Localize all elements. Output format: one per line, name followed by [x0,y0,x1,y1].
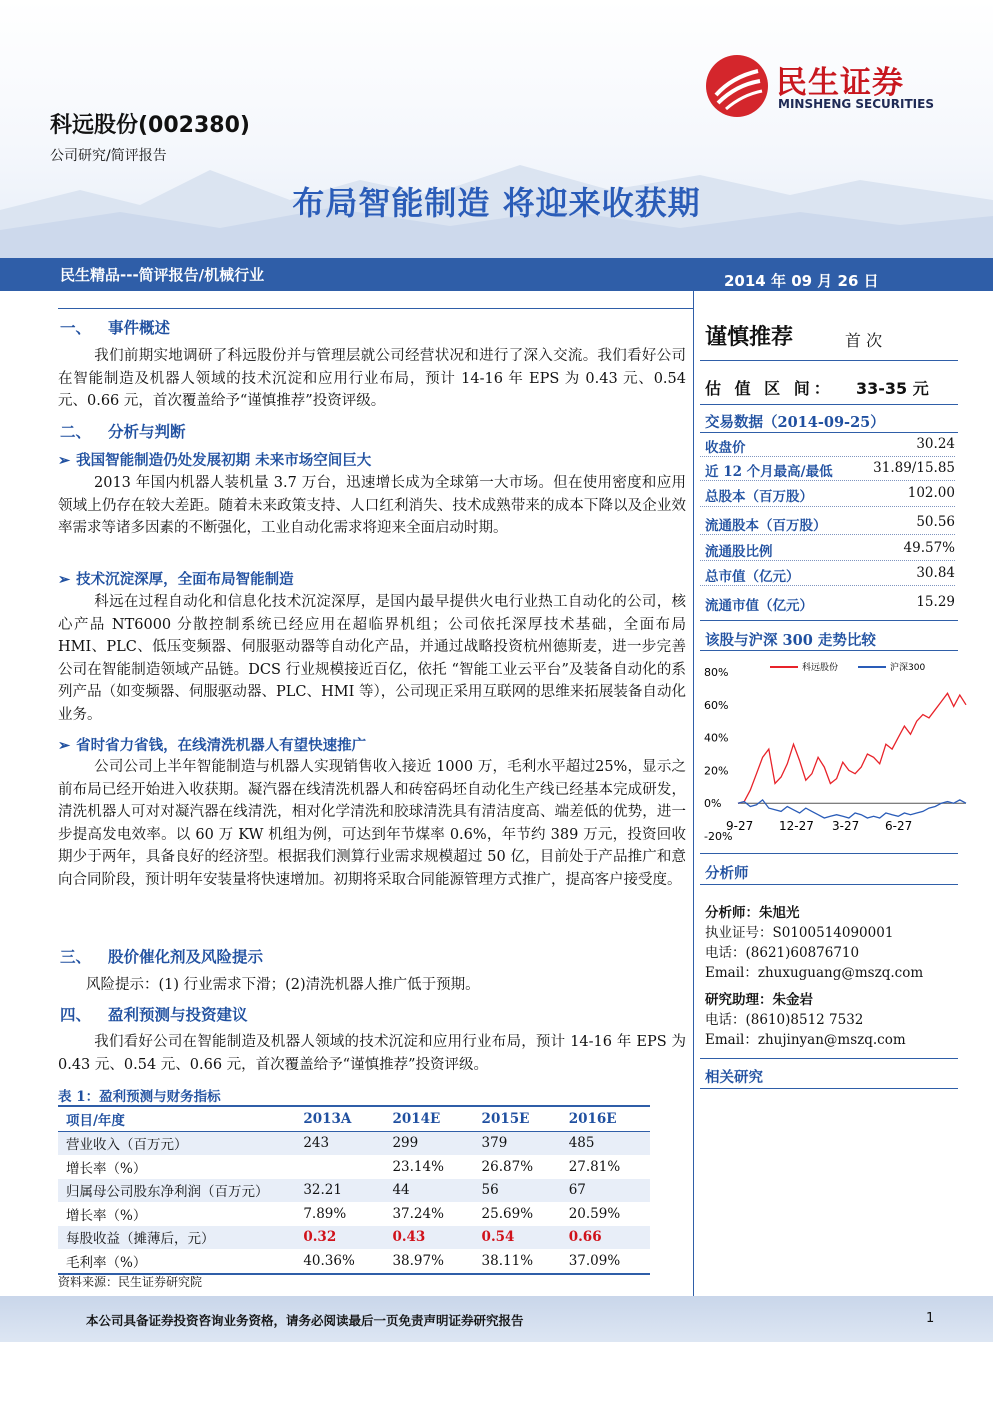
chart-heading: 该股与沪深 300 走势比较 [705,632,876,649]
table-header-cell: 2014E [392,1106,481,1131]
dotted-divider [700,480,955,481]
right-rule [700,650,958,651]
analyst-email[interactable]: Email：zhuxuguang@mszq.com [705,965,924,981]
right-rule [700,853,958,854]
subheading-2: ➢ 技术沉淀深厚，全面布局智能制造 [58,571,294,588]
dotted-divider [700,585,955,586]
assistant-email[interactable]: Email：zhujinyan@mszq.com [705,1032,906,1048]
table-row [58,1179,650,1203]
table-row [58,1226,650,1250]
assistant-phone: 电话：(8610)8512 7532 [705,1012,864,1028]
table-cell: 毛利率（%） [58,1249,303,1274]
arrow-bullet-icon: ➢ [58,452,71,469]
table-cell: 归属母公司股东净利润（百万元） [58,1179,303,1203]
table-caption: 表 1：盈利预测与财务指标 [58,1089,221,1105]
subheading-1: ➢ 我国智能制造仍处发展初期 未来市场空间巨大 [58,452,372,469]
right-rule [700,360,958,361]
series-line-1 [738,800,966,818]
table-cell: 485 [569,1131,650,1155]
section-1-paragraph: 我们前期实地调研了科远股份并与管理层就公司经营状况和进行了深入交流。我们看好公司在智能制造及机器人领域的技术沉淀和应用行业布局，预计 14-16 年 EPS 为 0.43 元、0.54 元、0.66 元，首次覆盖给予“谨慎推荐”投资评级。 [58,348,686,409]
y-tick-label: 60% [704,698,729,712]
right-rule [700,1058,958,1059]
table-header-cell: 项目/年度 [58,1106,303,1131]
company-name: 科远股份(002380) [50,113,250,138]
page-number: 1 [926,1311,935,1326]
footer-disclaimer: 本公司具备证券投资咨询业务资格，请务必阅读最后一页免责声明证券研究报告 [86,1313,524,1328]
table-cell: 0.66 [569,1226,650,1250]
right-rule [700,1088,958,1089]
section-heading-3: 三、 股价催化剂及风险提示 [60,947,264,966]
table-cell [303,1155,392,1179]
arrow-bullet-icon: ➢ [58,737,71,754]
table-cell: 44 [392,1179,481,1203]
table-cell: 243 [303,1131,392,1155]
table-row [58,1155,650,1179]
forecast-table [58,1105,650,1275]
table-cell: 26.87% [481,1158,534,1175]
table-row [58,1249,650,1274]
x-tick-label: 6-27 [885,819,913,834]
trade-data-heading: 交易数据（2014-09-25） [705,414,885,431]
dotted-divider [700,534,955,535]
table-cell: 27.81% [568,1158,621,1175]
table-row [58,1202,650,1226]
report-type: 公司研究/简评报告 [50,148,167,164]
column-divider [693,291,694,1302]
y-tick-label: 40% [704,731,729,745]
assistant-info [705,990,906,1050]
trade-row: 收盘价 30.24 [705,436,955,456]
analyst-name: 分析师：朱旭光 [705,905,800,921]
report-headline: 布局智能制造 将迎来收获期 [292,184,701,222]
table-cell: 32.21 [303,1179,392,1203]
right-rule [700,432,958,433]
trade-row: 流通股比例 49.57% [705,540,955,560]
table-cell: 7.89% [303,1205,347,1222]
section-4-paragraph: 我们看好公司在智能制造及机器人领域的技术沉淀和应用行业布局，预计 14-16 年 EPS 为 0.43 元、0.54 元、0.66 元，首次覆盖给予“谨慎推荐”投资评级。 [58,1034,686,1073]
table-cell: 23.14% [392,1158,444,1175]
subsection-3-paragraph: 公司公司上半年智能制造与机器人实现销售收入接近 1000 万，毛利水平超过25%，显示之前布局已经开始进入收获期。凝汽器在线清洗机器人和砖窑码坯自动化生产线已经基本完成研发，清洗机器人可对对凝汽器在线清洗，相对化学清洗和胶球清洗具有清洁度高、端差低的优势，进一步提高发电效率。以 60 万 KW 机组为例，可达到年节煤率 0.6%，年节约 389 万元，投资回收期少于两年，具备良好的经济型。根据我们测算行业需求规模超过 50 亿，目前处于产品推广和意向合同阶段，预计明年安装量将快速增加。初期将采取合同能源管理方式推广，提高客户接受度。 [58,759,686,888]
table-cell: 0.32 [303,1226,392,1250]
table-cell: 38.11% [482,1249,569,1274]
table-cell: 67 [569,1179,650,1203]
right-rule [700,884,958,885]
legend-label: 沪深300 [890,663,926,673]
rating-title: 谨慎推荐 [705,325,794,350]
x-tick-label: 3-27 [832,819,860,834]
logo-mark-icon [706,55,768,117]
table-header-cell: 2013A [303,1106,392,1131]
table-cell: 379 [482,1131,569,1155]
table-header-cell: 2016E [569,1106,650,1131]
y-tick-label: 20% [704,764,729,778]
subsection-1-paragraph: 2013 年国内机器人装机量 3.7 万台，迅速增长成为全球第一大市场。但在使用密度和应用领域上仍存在较大差距。随着未来政策支持、人口红利消失、技术成熟带来的成本下降以及企业效率需求等诸多因素的不断强化，工业自动化需求将迎来全面启动时期。 [58,475,686,536]
table-cell: 0.43 [392,1226,481,1250]
brand-logo [706,55,936,125]
analyst-phone: 电话：(8621)60876710 [705,945,860,961]
y-tick-label: -20% [704,830,733,842]
trade-row: 流通市值（亿元） 15.29 [705,594,955,614]
banner-category: 民生精品---简评报告/机械行业 [60,266,265,284]
table-cell: 56 [482,1179,569,1203]
table-source: 资料来源：民生证券研究院 [58,1275,203,1289]
table-cell: 38.97% [392,1249,481,1274]
valuation-value: 33-35 元 [856,379,929,398]
table-cell: 0.54 [482,1226,569,1250]
dotted-divider [700,506,955,507]
analyst-heading: 分析师 [705,865,749,882]
series-line-0 [738,693,966,803]
section-3-paragraph: 风险提示：(1) 行业需求下滑；(2)清洗机器人推广低于预期。 [86,977,480,993]
y-tick-label: 80% [704,666,729,679]
analyst-license: 执业证号：S0100514090001 [705,925,894,941]
x-tick-label: 12-27 [779,819,814,834]
table-cell: 每股收益（摊薄后，元） [58,1226,303,1250]
right-rule [700,404,958,405]
section-heading-2: 二、 分析与判断 [60,422,186,441]
rating-note: 首 次 [845,331,883,350]
table-cell: 增长率（%） [66,1160,147,1177]
table-cell: 25.69% [481,1205,534,1222]
table-cell: 营业收入（百万元） [58,1131,303,1155]
table-cell: 299 [392,1131,481,1155]
table-cell: 40.36% [303,1249,392,1274]
report-date: 2014 年 09 月 26 日 [724,272,879,290]
right-rule [700,620,958,621]
assistant-name: 研究助理：朱金岩 [705,992,813,1008]
section-heading-1: 一、 事件概述 [60,318,171,337]
table-cell: 20.59% [568,1205,621,1222]
subheading-3: ➢ 省时省力省钱，在线清洗机器人有望快速推广 [58,737,367,754]
trade-row: 总股本（百万股） 102.00 [705,485,955,505]
arrow-bullet-icon: ➢ [58,571,71,588]
logo-english-name: MINSHENG SECURITIES [778,97,934,111]
trade-row: 总市值（亿元） 30.84 [705,565,955,585]
table-header-cell: 2015E [482,1106,569,1131]
subsection-2-paragraph: 科远在过程自动化和信息化技术沉淀深厚，是国内最早提供火电行业热工自动化的公司，核心产品 NT6000 分散控制系统已经应用在超临界机组；公司依托深厚技术基础，全面布局 HMI、PLC、低压变频器、伺服驱动器等自动化产品，并通过战略投资杭州德斯麦，进一步完善公司在智能制造领域产品链。DCS 行业规模接近百亿，依托 “智能工业云平台”及装备自动化的系列产品（如变频器、伺服驱动器、PLC、HMI 等），公司现正采用互联网的思维来拓展装备自动化业务。 [58,594,686,723]
dotted-divider [700,456,955,457]
logo-chinese-name: 民生证券 [776,65,904,101]
section-heading-4: 四、 盈利预测与投资建议 [60,1005,248,1024]
stock-comparison-chart [700,652,970,842]
y-tick-label: 0% [704,797,722,811]
trade-row: 流通股本（百万股） 50.56 [705,514,955,534]
table-cell: 37.09% [569,1249,650,1274]
table-cell: 37.24% [392,1205,444,1222]
legend-label: 科远股份 [802,663,839,673]
top-rule [58,308,693,309]
related-research-heading: 相关研究 [705,1069,763,1086]
x-tick-label: 9-27 [726,819,754,834]
analyst-info [705,903,923,983]
table-row [58,1131,650,1155]
trade-row: 近 12 个月最高/最低 31.89/15.85 [705,460,955,480]
valuation-label: 估 值 区 间： [705,379,834,398]
dotted-divider [700,560,955,561]
table-cell: 增长率（%） [66,1207,147,1224]
table-header-row [58,1106,650,1131]
